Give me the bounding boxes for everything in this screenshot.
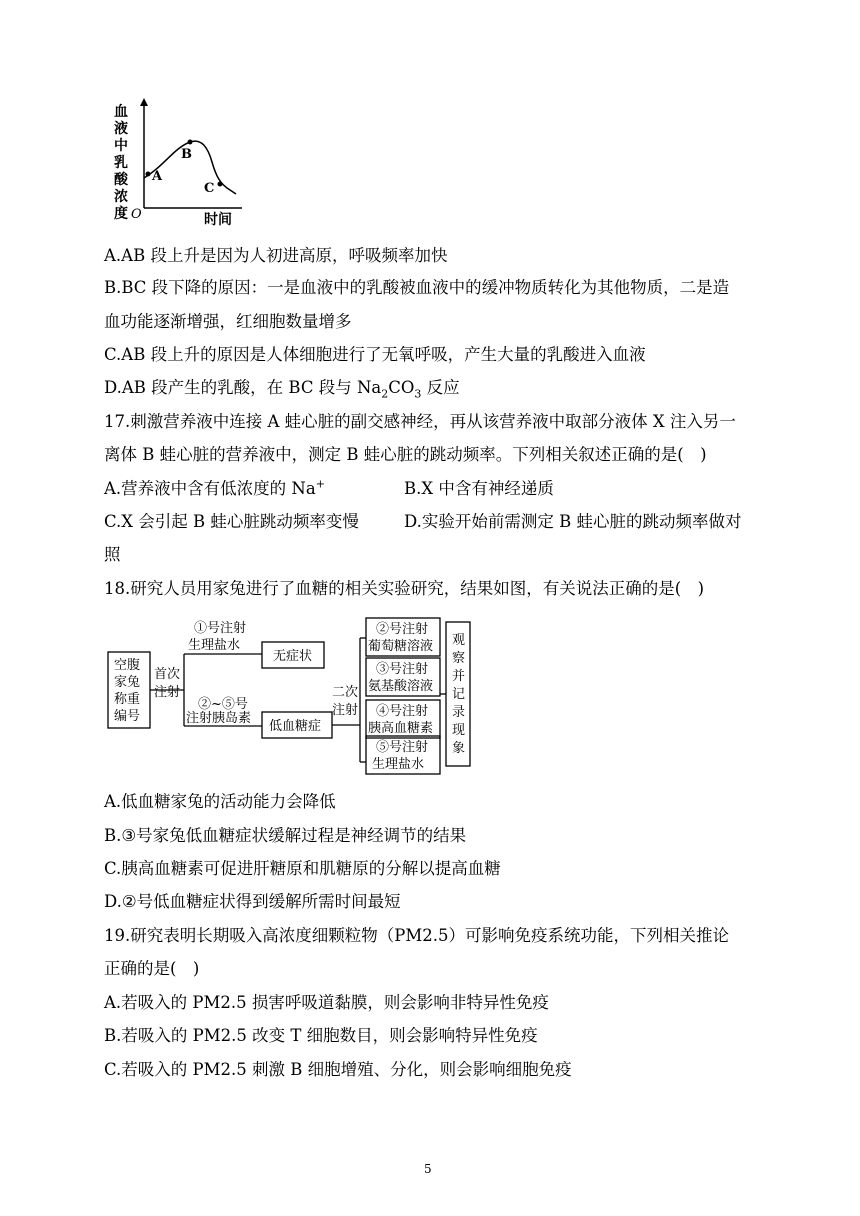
q16-option-b-line1: B.BC 段下降的原因：一是血液中的乳酸被血液中的缓冲物质转化为其他物质，二是造 — [104, 278, 730, 297]
point-c-marker — [218, 182, 223, 187]
branch1-label: 生理盐水 — [188, 638, 241, 653]
observe-char: 现 — [452, 723, 466, 738]
q17-option-a — [104, 479, 325, 498]
y-axis-arrow — [140, 98, 148, 106]
group4-text: ④号注射 — [376, 704, 429, 719]
hypoglycemia-text: 低血糖症 — [269, 719, 322, 734]
observe-char: 并 — [452, 669, 466, 684]
q17-options-row1 — [104, 479, 764, 499]
q16-option-c: C.AB 段上升的原因是人体细胞进行了无氧呼吸，产生大量的乳酸进入血液 — [104, 345, 646, 364]
q17-option-c: C.X 会引起 B 蛙心脏跳动频率变慢 — [104, 512, 359, 531]
q16-option-d — [104, 378, 764, 401]
no-symptom-text: 无症状 — [273, 649, 313, 664]
start-text: 称重 — [114, 692, 141, 707]
q19-option-c: C.若吸入的 PM2.5 刺激 B 细胞增殖、分化，则会影响细胞免疫 — [104, 1060, 572, 1079]
group3-text: 氨基酸溶液 — [368, 679, 434, 694]
page-number: 5 — [424, 1162, 432, 1176]
q17-option-a-sup: + — [315, 477, 325, 491]
q18-option-a: A.低血糖家兔的活动能力会降低 — [104, 792, 336, 811]
q17-option-d: D.实验开始前需测定 B 蛙心脏的跳动频率做对 — [404, 512, 742, 531]
branch1-label: ①号注射 — [194, 621, 247, 636]
start-text: 空腹 — [114, 658, 141, 673]
point-b-marker — [188, 140, 193, 145]
q18-option-c: C.胰高血糖素可促进肝糖原和肌糖原的分解以提高血糖 — [104, 859, 501, 878]
q17-options-row2 — [104, 512, 764, 532]
origin-label: O — [131, 207, 142, 222]
q19-option-a: A.若吸入的 PM2.5 损害呼吸道黏膜，则会影响非特异性免疫 — [104, 993, 549, 1012]
second-injection-label: 注射 — [332, 703, 359, 718]
group2-text: ②号注射 — [376, 622, 429, 637]
branch2-label: 注射胰岛素 — [186, 711, 252, 726]
q16-option-d-mid: CO — [388, 378, 415, 397]
q17-option-a-text: A.营养液中含有低浓度的 Na — [104, 479, 316, 498]
observe-char: 录 — [452, 705, 466, 720]
y-axis-label-char: 浓 — [114, 189, 128, 205]
observe-char: 观 — [452, 633, 466, 648]
q16-option-d-sub1: 2 — [381, 387, 389, 401]
q19-stem-line1: 19.研究表明长期吸入高浓度细颗粒物（PM2.5）可影响免疫系统功能，下列相关推论 — [104, 926, 729, 945]
start-text: 家兔 — [114, 675, 141, 690]
q18-option-b: B.③号家兔低血糖症状缓解过程是神经调节的结果 — [104, 826, 467, 845]
q16-option-d-pre: D.AB 段产生的乳酸，在 BC 段与 Na — [104, 378, 382, 397]
q17-stem-line1: 17.刺激营养液中连接 A 蛙心脏的副交感神经，再从该营养液中取部分液体 X 注入另一 — [104, 412, 736, 431]
y-axis-label-char: 液 — [114, 121, 128, 137]
branch2-label: ②~⑤号 — [198, 697, 248, 712]
lactate-graph — [104, 96, 254, 231]
q16-option-d-post: 反应 — [421, 378, 460, 397]
y-axis-label-char: 乳 — [114, 155, 128, 171]
q17-option-b: B.X 中含有神经递质 — [404, 479, 554, 498]
group5-text: ⑤号注射 — [376, 740, 429, 755]
observe-char: 察 — [452, 651, 466, 666]
group2-text: 葡萄糖溶液 — [368, 639, 434, 654]
point-b-label: B — [181, 147, 192, 162]
observe-char: 象 — [452, 741, 466, 756]
group5-text: 生理盐水 — [372, 757, 425, 772]
experiment-flow-diagram — [104, 614, 474, 776]
point-a-label: A — [152, 169, 163, 184]
y-axis-label-char: 中 — [114, 138, 128, 154]
q16-option-a: A.AB 段上升是因为人初进高原，呼吸频率加快 — [104, 246, 448, 265]
q19-option-b: B.若吸入的 PM2.5 改变 T 细胞数目，则会影响特异性免疫 — [104, 1026, 538, 1045]
point-c-label: C — [204, 181, 215, 196]
y-axis-label-char: 酸 — [114, 172, 128, 188]
first-injection-label: 注射 — [154, 685, 181, 700]
q16-option-b-line2: 血功能逐渐增强，红细胞数量增多 — [104, 312, 352, 331]
q18-option-d: D.②号低血糖症状得到缓解所需时间最短 — [104, 892, 401, 911]
q17-option-d-line2: 照 — [104, 545, 121, 564]
point-a-marker — [146, 172, 151, 177]
q18-stem: 18.研究人员用家兔进行了血糖的相关实验研究，结果如图，有关说法正确的是( ) — [104, 579, 705, 598]
start-text: 编号 — [114, 709, 141, 724]
first-injection-label: 首次 — [154, 667, 181, 682]
group3-text: ③号注射 — [376, 662, 429, 677]
x-axis-label: 时间 — [204, 212, 232, 228]
observe-char: 记 — [452, 687, 466, 702]
q16-option-d-sub2: 3 — [414, 387, 422, 401]
y-axis-label-char: 血 — [114, 104, 128, 120]
group4-text: 胰高血糖素 — [368, 721, 434, 736]
q17-stem-line2: 离体 B 蛙心脏的营养液中，测定 B 蛙心脏的跳动频率。下列相关叙述正确的是( ) — [104, 445, 707, 464]
y-axis-label-char: 度 — [114, 206, 128, 222]
q19-stem-line2: 正确的是( ) — [104, 959, 200, 978]
second-injection-label: 二次 — [332, 685, 359, 700]
